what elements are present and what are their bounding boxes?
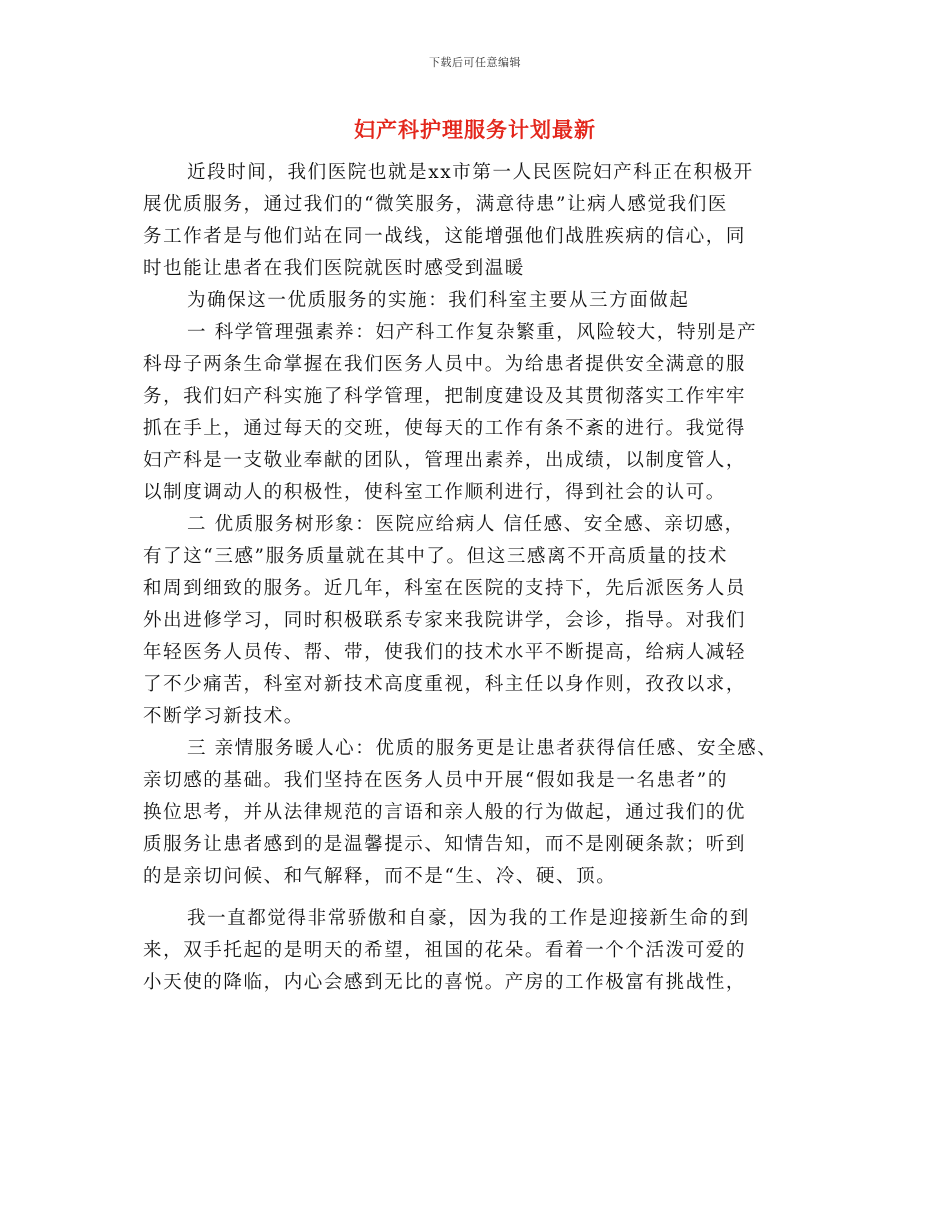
text-line: 二 优质服务树形象：医院应给病人 信任感、安全感、亲切感，: [187, 514, 745, 535]
text-line: 和周到细致的服务。近几年，科室在医院的支持下，先后派医务人员: [143, 578, 747, 599]
text-line: 外出进修学习，同时积极联系专家来我院讲学，会诊，指导。对我们: [143, 610, 747, 631]
text-line: 一 科学管理强素养：妇产科工作复杂繁重，风险较大，特别是产: [187, 322, 758, 343]
text-line: 展优质服务，通过我们的“微笑服务，满意待患”让病人感觉我们医: [143, 194, 728, 215]
text-line: 亲切感的基础。我们坚持在医务人员中开展“假如我是一名患者”的: [143, 770, 728, 791]
text-line: 妇产科是一支敬业奉献的团队，管理出素养，出成绩，以制度管人，: [143, 450, 747, 471]
text-line: 了不少痛苦，科室对新技术高度重视，科主任以身作则，孜孜以求，: [143, 674, 747, 695]
text-line: 我一直都觉得非常骄傲和自豪，因为我的工作是迎接新生命的到: [187, 908, 750, 929]
paragraph-gap: [143, 896, 833, 906]
text-line: 三 亲情服务暖人心：优质的服务更是让患者获得信任感、安全感、: [187, 738, 778, 759]
text-line: 务，我们妇产科实施了科学管理，把制度建设及其贯彻落实工作牢牢: [143, 386, 747, 407]
text-line: 为确保这一优质服务的实施：我们科室主要从三方面做起: [187, 290, 690, 311]
text-line: 时也能让患者在我们医院就医时感受到温暖: [143, 258, 525, 279]
text-line: 质服务让患者感到的是温馨提示、知情告知，而不是刚硬条款；听到: [143, 834, 747, 855]
text-line: 小天使的降临，内心会感到无比的喜悦。产房的工作极富有挑战性，: [143, 972, 747, 993]
text-line: 有了这“三感”服务质量就在其中了。但这三感离不开高质量的技术: [143, 546, 728, 567]
text-line: 年轻医务人员传、帮、带，使我们的技术水平不断提高，给病人减轻: [143, 642, 747, 663]
text-line: 不断学习新技术。: [143, 706, 304, 727]
text-line: 的是亲切问候、和气解释，而不是“生、冷、硬、顶。: [143, 866, 617, 887]
text-line: 务工作者是与他们站在同一战线，这能增强他们战胜疾病的信心，同: [143, 226, 747, 247]
text-line: 以制度调动人的积极性，使科室工作顺利进行，得到社会的认可。: [143, 482, 726, 503]
page-header: 下载后可任意编辑: [429, 56, 521, 69]
document-title: 妇产科护理服务计划最新: [354, 118, 596, 142]
text-line: 来，双手托起的是明天的希望，祖国的花朵。看着一个个活泼可爱的: [143, 940, 747, 961]
text-line: 科母子两条生命掌握在我们医务人员中。为给患者提供安全满意的服: [143, 354, 747, 375]
text-line: 换位思考，并从法律规范的言语和亲人般的行为做起，通过我们的优: [143, 802, 747, 823]
document-body: [143, 160, 833, 1002]
text-line: 抓在手上，通过每天的交班，使每天的工作有条不紊的进行。我觉得: [143, 418, 747, 439]
text-line: 近段时间，我们医院也就是xx市第一人民医院妇产科正在积极开: [187, 162, 754, 183]
